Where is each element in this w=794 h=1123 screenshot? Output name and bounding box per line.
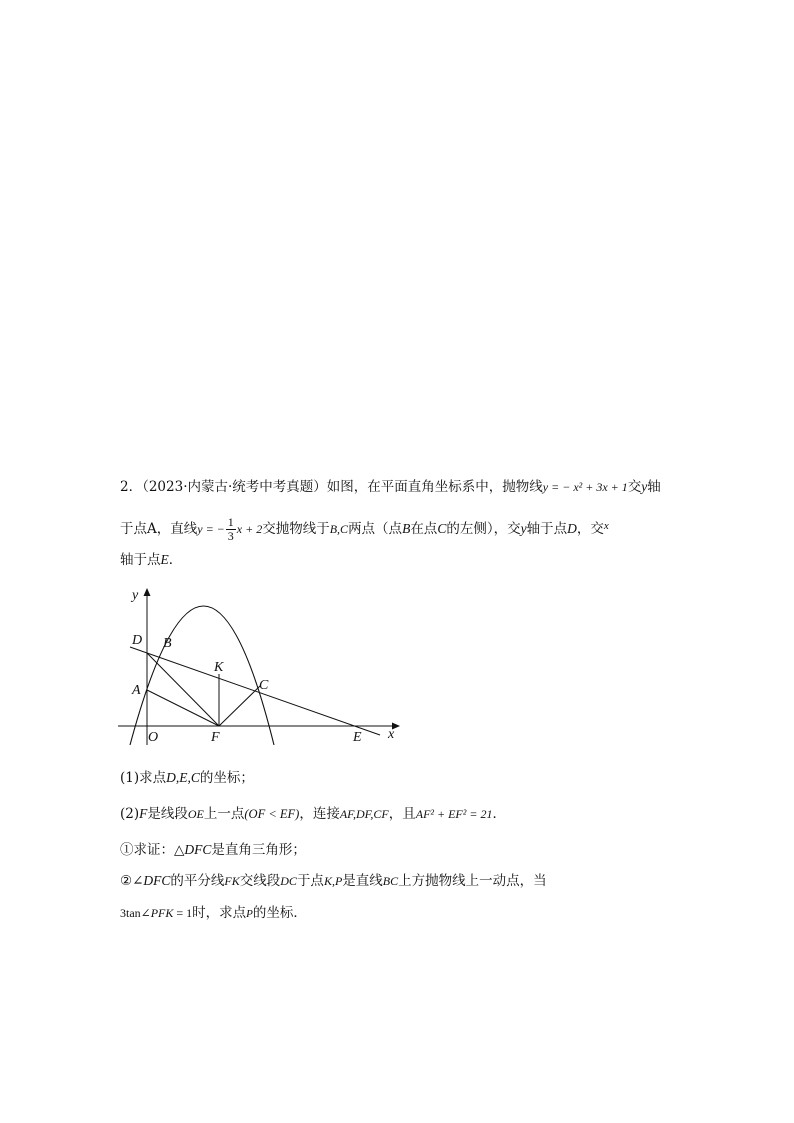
question-2-2: ②∠DFC的平分线FK交线段DC于点K,P是直线BC上方抛物线上一动点，当 <box>120 873 547 889</box>
label-a: A <box>132 683 141 698</box>
label-o: O <box>148 730 159 745</box>
label-e: E <box>353 730 362 745</box>
label-f: F <box>211 730 220 745</box>
line-equation-prefix: y = − <box>197 522 225 536</box>
label-d: D <box>132 633 143 648</box>
question-1: (1)求点D,E,C的坐标； <box>120 770 254 786</box>
geometry-figure <box>118 585 408 755</box>
y-axis-arrow <box>144 588 151 596</box>
question-2-2-cont: 3tan∠PFK = 1时，求点P的坐标． <box>120 905 307 921</box>
segment-df <box>147 653 219 726</box>
problem-line-1: 2．（2023·内蒙古·统考中考真题）如图，在平面直角坐标系中，抛物线y = − x² + 3x + 1交y轴 <box>120 479 661 495</box>
parabola-curve <box>130 606 274 745</box>
fraction-one-third: $\frac{1}{3}$ <box>227 515 234 543</box>
line-equation-suffix: x + 2 <box>236 522 263 536</box>
problem-source: （2023·内蒙古·统考中考真题） <box>142 479 327 495</box>
label-x: x <box>388 727 395 742</box>
condition-of-lt-ef: (OF < EF) <box>244 807 300 821</box>
label-c: C <box>259 678 269 693</box>
segment-cf <box>219 686 260 726</box>
problem-line-3: 轴于点E． <box>120 552 183 568</box>
problem-number: 2． <box>120 479 143 495</box>
label-y: y <box>132 588 139 603</box>
question-2: (2)F是线段OE上一点(OF < EF)，连接AF,DF,CF，且AF² + EF² = 21． <box>120 806 506 822</box>
label-b: B <box>163 636 172 651</box>
question-2-1: ①求证：△DFC是直角三角形； <box>120 842 306 858</box>
equation-af-ef: AF² + EF² = 21 <box>415 807 493 821</box>
label-k: K <box>214 660 224 675</box>
segment-af <box>147 690 219 726</box>
parabola-equation: y = − x² + 3x + 1 <box>542 480 628 494</box>
problem-line-2: 于点A，直线y = − $\frac{1}{3}$ x + 2交抛物线于B,C两点（点B在点C的左侧），交y轴于点D，交$^x$ <box>120 515 609 543</box>
